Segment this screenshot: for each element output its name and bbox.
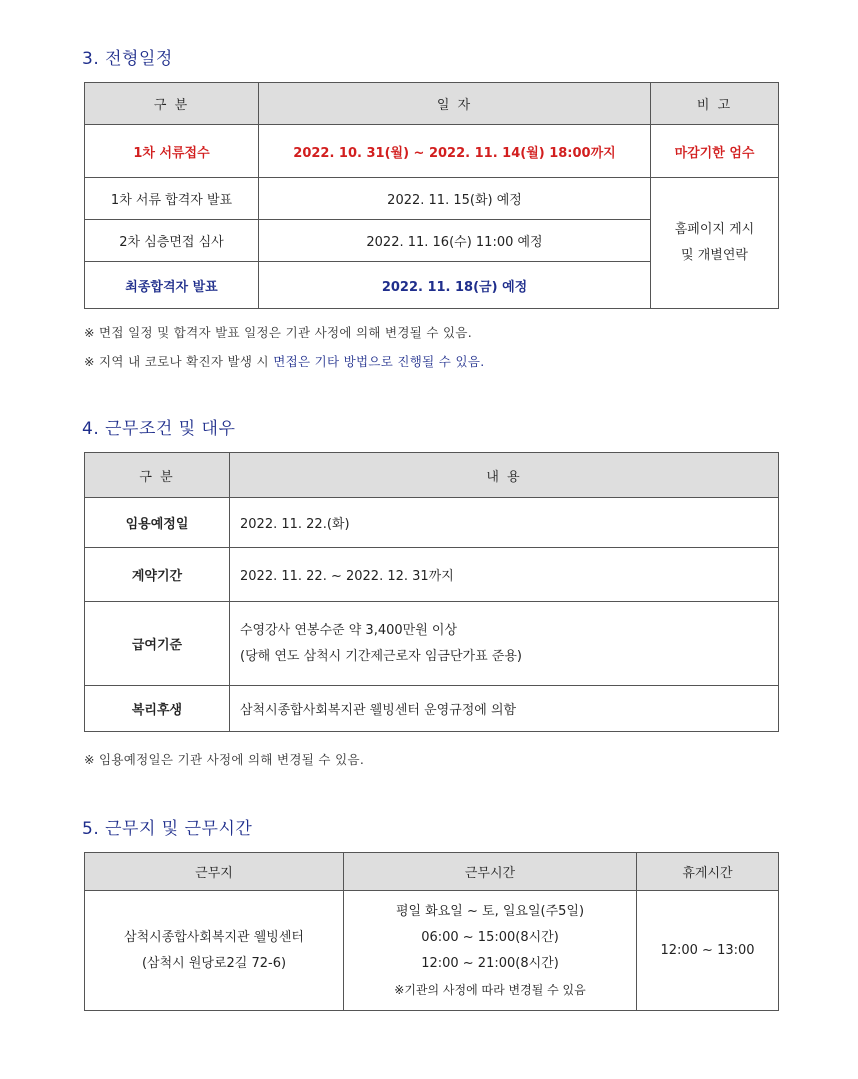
table-row [85, 548, 779, 602]
table-row [85, 602, 779, 686]
break-cell: 12:00 ~ 13:00 [637, 891, 779, 1011]
col-header-category: 구 분 [85, 83, 259, 125]
section-3-title: 3. 전형일정 [82, 49, 173, 69]
row-date: 2022. 11. 16(수) 11:00 예정 [259, 220, 651, 262]
row-category: 급여기준 [85, 602, 230, 686]
section-5-title: 5. 근무지 및 근무시간 [82, 819, 253, 839]
row-content: 삼척시종합사회복지관 웰빙센터 운영규정에 의함 [230, 686, 779, 732]
row-category: 임용예정일 [85, 498, 230, 548]
row-date: 2022. 11. 15(화) 예정 [259, 178, 651, 220]
table-row [85, 498, 779, 548]
row-category: 1차 서류접수 [85, 125, 259, 178]
workplace-cell: 삼척시종합사회복지관 웰빙센터 (삼척시 원당로2길 72-6) [85, 891, 344, 1011]
conditions-note: ※ 임용예정일은 기관 사정에 의해 변경될 수 있음. [84, 752, 365, 767]
col-header-remarks: 비 고 [651, 83, 779, 125]
col-header-workplace: 근무지 [85, 853, 344, 891]
section-4-title: 4. 근무조건 및 대우 [82, 419, 236, 439]
row-content: 수영강사 연봉수준 약 3,400만원 이상 (당해 연도 삼척시 기간제근로자 임금단가표 준용) [230, 602, 779, 686]
col-header-hours: 근무시간 [344, 853, 637, 891]
workplace-table [84, 852, 779, 1011]
row-category: 2차 심층면접 심사 [85, 220, 259, 262]
row-remark: 마감기한 엄수 [651, 125, 779, 178]
col-header-date: 일 자 [259, 83, 651, 125]
row-category: 계약기간 [85, 548, 230, 602]
col-header-content: 내 용 [230, 453, 779, 498]
table-row [85, 125, 779, 178]
schedule-note-1: ※ 면접 일정 및 합격자 발표 일정은 기관 사정에 의해 변경될 수 있음. [84, 325, 473, 340]
conditions-table [84, 452, 779, 732]
schedule-table [84, 82, 779, 309]
row-category: 1차 서류 합격자 발표 [85, 178, 259, 220]
row-category: 복리후생 [85, 686, 230, 732]
hours-cell: 평일 화요일 ~ 토, 일요일(주5일) 06:00 ~ 15:00(8시간) 12:00 ~ 21:00(8시간) ※기관의 사정에 따라 변경될 수 있음 [344, 891, 637, 1011]
row-content: 2022. 11. 22.(화) [230, 498, 779, 548]
table-row [85, 178, 779, 220]
table-row [85, 686, 779, 732]
row-content: 2022. 11. 22. ~ 2022. 12. 31까지 [230, 548, 779, 602]
row-date: 2022. 10. 31(월) ~ 2022. 11. 14(월) 18:00까지 [259, 125, 651, 178]
row-date: 2022. 11. 18(금) 예정 [259, 262, 651, 309]
row-category: 최종합격자 발표 [85, 262, 259, 309]
col-header-break: 휴게시간 [637, 853, 779, 891]
table-row [85, 891, 779, 1011]
schedule-note-2: ※ 지역 내 코로나 확진자 발생 시 면접은 기타 방법으로 진행될 수 있음. [84, 354, 485, 369]
merged-remark: 홈페이지 게시 및 개별연락 [651, 178, 779, 309]
col-header-category: 구 분 [85, 453, 230, 498]
